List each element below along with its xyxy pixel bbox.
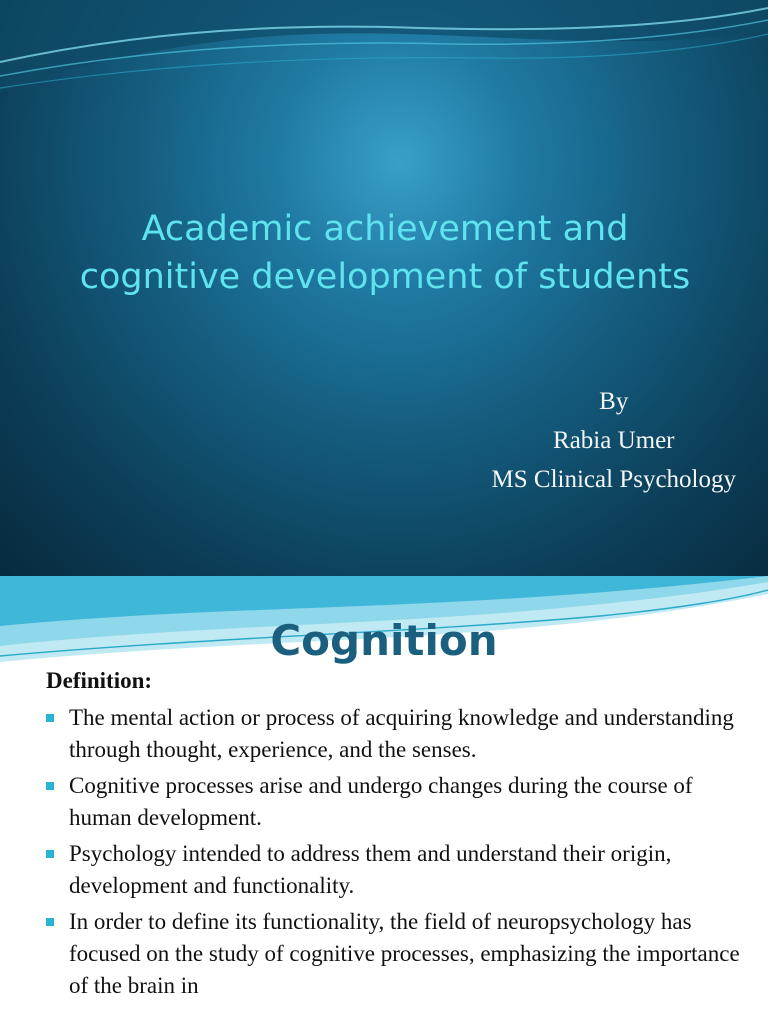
bullet-square-icon [46,782,54,790]
presentation-title: Academic achievement and cognitive development of students [79,209,691,297]
author-block [492,382,736,499]
bullet-square-icon [46,714,54,722]
author-affiliation: MS Clinical Psychology [491,466,736,493]
list-item: Cognitive processes arise and undergo changes during the course of human development. [46,770,746,834]
bullet-square-icon [46,850,54,858]
list-item: Psychology intended to address them and understand their origin, development and functionality. [46,838,746,902]
bullet-square-icon [46,918,54,926]
author-name: Rabia Umer [553,427,675,454]
list-item: In order to define its functionality, the field of neuropsychology has focused on the study of cognitive processes, emphasizing the importance of the brain in [46,906,746,1002]
cognition-slide [0,576,768,1024]
definition-label: Definition: [46,668,153,693]
decorative-wave-band [0,0,768,110]
slide-title: Cognition [270,616,498,665]
list-item: The mental action or process of acquiring knowledge and understanding through thought, experience, and the senses. [46,702,746,766]
bullet-list [46,702,746,1006]
by-label: By [599,388,629,415]
